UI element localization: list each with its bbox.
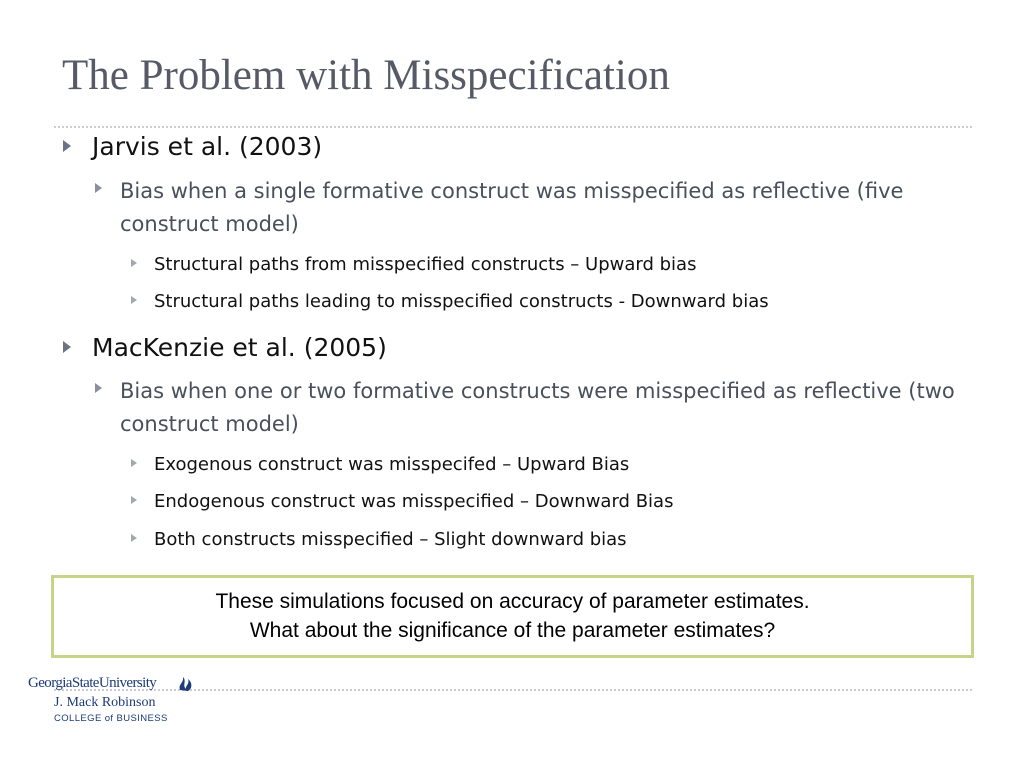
bullet-level1-jarvis — [63, 132, 322, 162]
logo-college: COLLEGE of BUSINESS — [54, 713, 168, 724]
bullet-text: Both constructs misspecified – Slight downward bias — [154, 529, 627, 550]
bullet-level2-jarvis-bias — [95, 175, 970, 241]
title-divider — [54, 126, 972, 128]
callout-line: These simulations focused on accuracy of parameter estimates. — [215, 590, 810, 613]
callout-line: What about the significance of the parameter estimates? — [249, 619, 776, 642]
slide-title: The Problem with Misspecification — [62, 52, 670, 99]
callout-box — [51, 575, 974, 658]
bullet-arrow-icon — [95, 183, 102, 193]
bullet-text: MacKenzie et al. (2005) — [92, 333, 387, 362]
bullet-level3-both — [131, 528, 627, 552]
bullet-text: Structural paths from misspecified constructs – Upward bias — [154, 254, 697, 275]
bullet-arrow-icon — [131, 296, 137, 304]
logo-university-name: GeorgiaStateUniversity — [28, 675, 157, 691]
bullet-text: Endogenous construct was misspecified – Downward Bias — [154, 491, 674, 512]
bullet-arrow-icon — [95, 383, 102, 393]
bullet-text: Bias when a single formative construct was misspecified as reflective (five construct model) — [120, 179, 904, 236]
bullet-arrow-icon — [131, 496, 137, 504]
bullet-text: Structural paths leading to misspecified constructs - Downward bias — [154, 291, 769, 312]
university-logo — [28, 672, 203, 732]
bullet-arrow-icon — [131, 459, 137, 467]
logo-college-name: J. Mack Robinson — [54, 695, 156, 710]
bullet-arrow-icon — [63, 140, 71, 152]
bullet-text: Bias when one or two formative constructs were misspecified as reflective (two construct model) — [120, 379, 955, 436]
bullet-level3-endogenous — [131, 490, 673, 514]
bullet-level3-exogenous — [131, 453, 629, 477]
flame-icon — [176, 674, 196, 694]
bullet-arrow-icon — [63, 341, 71, 353]
bullet-arrow-icon — [131, 259, 137, 267]
bullet-level3-downward — [131, 290, 769, 314]
bullet-level2-mackenzie-bias — [95, 375, 970, 441]
bullet-text: Exogenous construct was misspecifed – Upward Bias — [154, 454, 630, 475]
bullet-arrow-icon — [131, 534, 137, 542]
bullet-text: Jarvis et al. (2003) — [92, 132, 323, 161]
bullet-level3-upward — [131, 253, 696, 277]
bullet-level1-mackenzie — [63, 333, 387, 363]
